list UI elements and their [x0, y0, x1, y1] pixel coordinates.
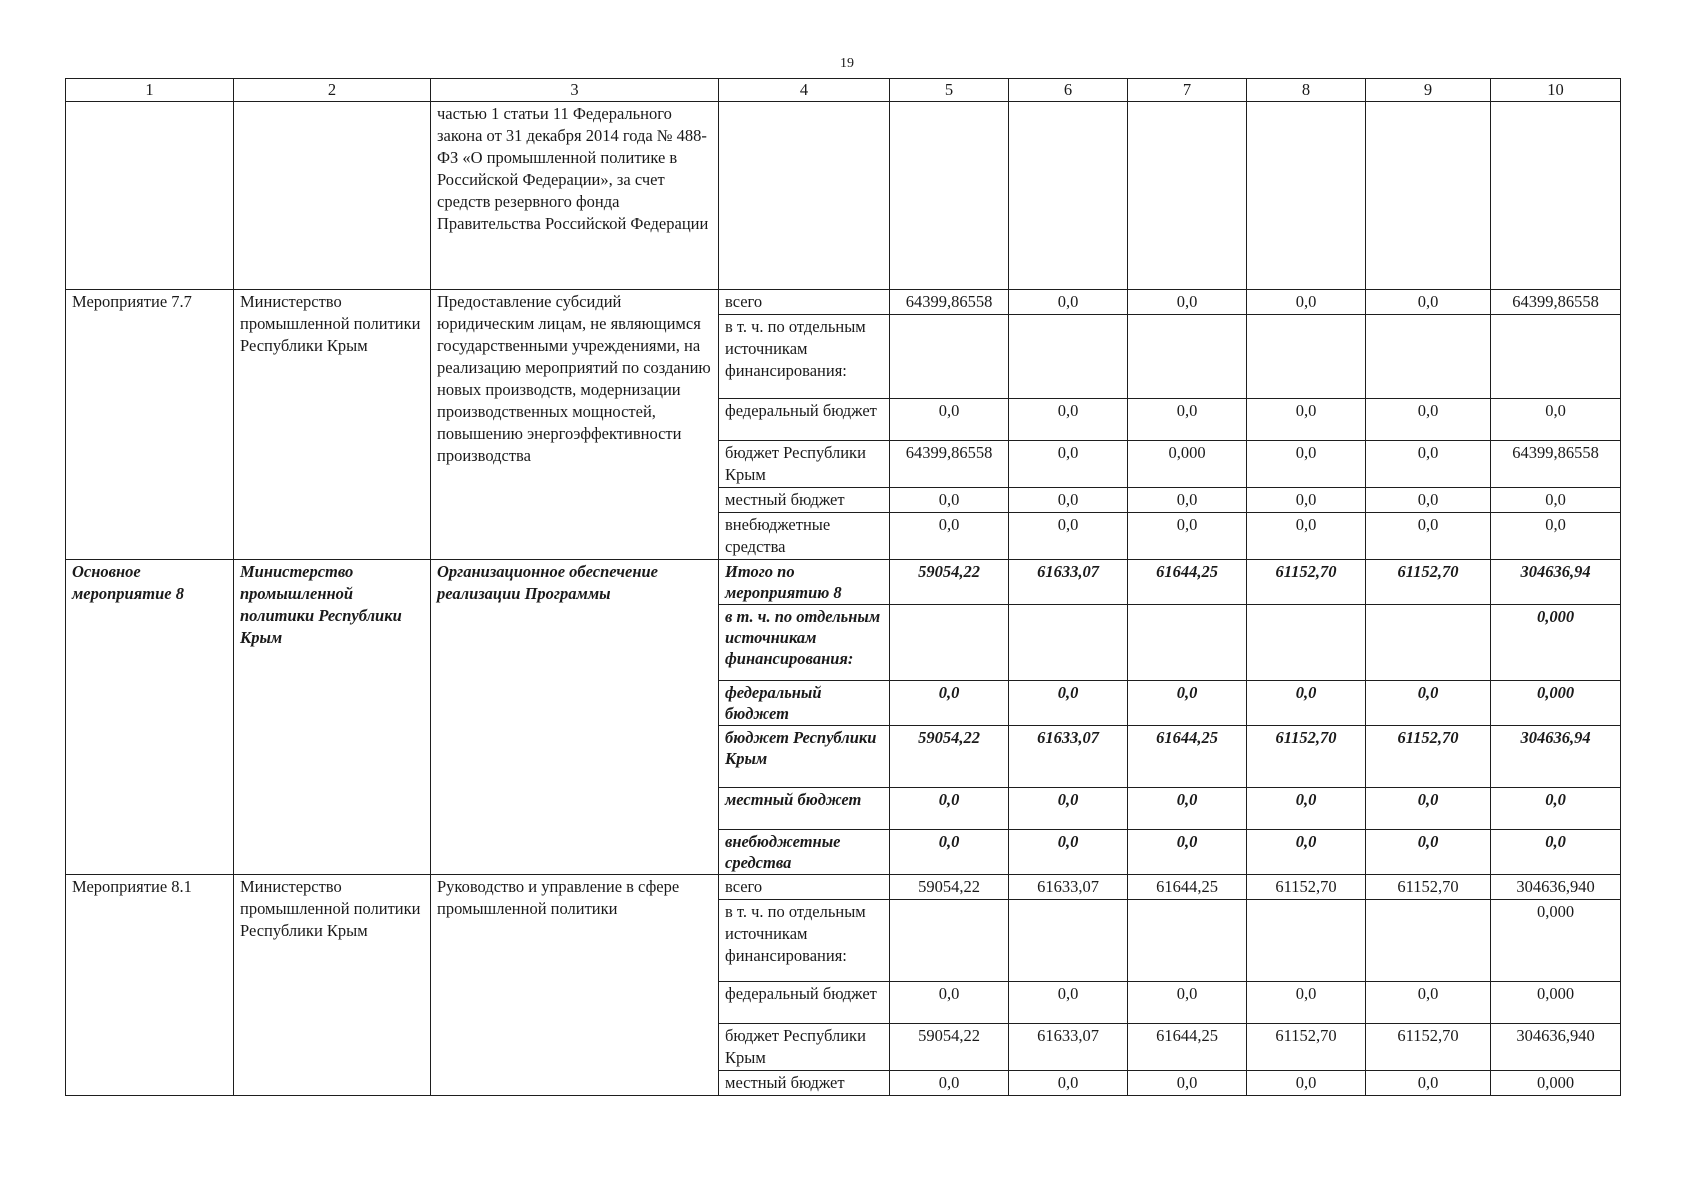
empty-cell — [1247, 102, 1366, 290]
column-header: 4 — [719, 79, 890, 102]
funding-row — [66, 560, 1621, 605]
year-value: 0,0 — [1366, 830, 1491, 875]
year-value: 0,0 — [1009, 1071, 1128, 1096]
year-value: 0,0 — [890, 830, 1009, 875]
year-value: 0,0 — [1009, 290, 1128, 315]
year-value — [1128, 315, 1247, 399]
year-value: 61644,25 — [1128, 560, 1247, 605]
column-header: 5 — [890, 79, 1009, 102]
year-value: 304636,94 — [1491, 560, 1621, 605]
year-value: 0,0 — [1491, 830, 1621, 875]
year-value: 0,0 — [890, 488, 1009, 513]
year-value — [1247, 605, 1366, 681]
year-value — [1009, 900, 1128, 982]
year-value: 0,0 — [890, 788, 1009, 830]
year-value — [1366, 315, 1491, 399]
year-value: 0,0 — [1009, 830, 1128, 875]
year-value: 61633,07 — [1009, 875, 1128, 900]
year-value: 61152,70 — [1247, 726, 1366, 788]
funding-source: федеральный бюджет — [719, 399, 890, 441]
funding-source: внебюджетные средства — [719, 513, 890, 560]
year-value: 0,0 — [1247, 982, 1366, 1024]
year-value: 0,0 — [1366, 982, 1491, 1024]
year-value: 61152,70 — [1366, 1024, 1491, 1071]
empty-cell — [1128, 102, 1247, 290]
year-value: 0,0 — [1247, 681, 1366, 726]
year-value: 0,0 — [1366, 290, 1491, 315]
year-value: 61633,07 — [1009, 726, 1128, 788]
funding-source: бюджет Республики Крым — [719, 726, 890, 788]
year-value: 0,0 — [1128, 1071, 1247, 1096]
year-value — [1128, 900, 1247, 982]
year-value: 59054,22 — [890, 726, 1009, 788]
year-value: 0,0 — [1247, 488, 1366, 513]
activity-name: Мероприятие 7.7 — [66, 290, 234, 560]
year-value: 0,0 — [1128, 788, 1247, 830]
empty-cell — [1491, 102, 1621, 290]
column-header: 1 — [66, 79, 234, 102]
year-value — [1009, 315, 1128, 399]
funding-source: бюджет Республики Крым — [719, 1024, 890, 1071]
year-value: 304636,94 — [1491, 726, 1621, 788]
funding-source: местный бюджет — [719, 788, 890, 830]
year-value: 0,0 — [890, 982, 1009, 1024]
column-header: 6 — [1009, 79, 1128, 102]
year-value: 0,0 — [1491, 488, 1621, 513]
year-value — [1247, 900, 1366, 982]
year-value: 0,0 — [890, 1071, 1009, 1096]
funding-source: местный бюджет — [719, 488, 890, 513]
empty-cell — [890, 102, 1009, 290]
year-value: 0,0 — [1009, 441, 1128, 488]
year-value: 64399,86558 — [1491, 290, 1621, 315]
year-value: 0,0 — [1366, 488, 1491, 513]
year-value: 59054,22 — [890, 1024, 1009, 1071]
funding-source: бюджет Республики Крым — [719, 441, 890, 488]
funding-source: федеральный бюджет — [719, 681, 890, 726]
column-header: 7 — [1128, 79, 1247, 102]
activity-description: Руководство и управление в сфере промышленной политики — [431, 875, 719, 1096]
year-value: 0,0 — [1009, 488, 1128, 513]
year-value: 0,0 — [1128, 399, 1247, 441]
funding-source: в т. ч. по отдельным источникам финансирования: — [719, 900, 890, 982]
year-value: 61633,07 — [1009, 560, 1128, 605]
year-value: 0,000 — [1491, 982, 1621, 1024]
year-value — [1366, 605, 1491, 681]
year-value: 0,0 — [1009, 399, 1128, 441]
year-value: 61644,25 — [1128, 726, 1247, 788]
year-value — [1128, 605, 1247, 681]
activity-executor: Министерство промышленной политики Республики Крым — [234, 290, 431, 560]
year-value: 0,0 — [1366, 513, 1491, 560]
year-value: 0,0 — [1366, 399, 1491, 441]
table-body — [66, 79, 1621, 1096]
year-value: 0,0 — [1247, 290, 1366, 315]
year-value: 61152,70 — [1366, 875, 1491, 900]
year-value: 0,0 — [1366, 1071, 1491, 1096]
funding-source: местный бюджет — [719, 1071, 890, 1096]
year-value: 0,0 — [1366, 441, 1491, 488]
year-value: 0,0 — [1128, 513, 1247, 560]
empty-cell — [1366, 102, 1491, 290]
year-value: 61644,25 — [1128, 875, 1247, 900]
year-value: 61633,07 — [1009, 1024, 1128, 1071]
year-value: 0,0 — [1247, 399, 1366, 441]
column-number-row — [66, 79, 1621, 102]
page-number: 19 — [840, 56, 854, 71]
year-value: 61152,70 — [1247, 560, 1366, 605]
year-value: 61152,70 — [1366, 560, 1491, 605]
funding-source: всего — [719, 875, 890, 900]
empty-cell — [234, 102, 431, 290]
year-value: 0,0 — [1128, 830, 1247, 875]
year-value: 0,000 — [1491, 605, 1621, 681]
year-value — [1366, 900, 1491, 982]
funding-source: Итого по мероприятию 8 — [719, 560, 890, 605]
year-value: 0,0 — [1366, 788, 1491, 830]
year-value — [1491, 315, 1621, 399]
empty-cell — [1009, 102, 1128, 290]
year-value: 0,0 — [1491, 788, 1621, 830]
year-value — [890, 605, 1009, 681]
year-value: 64399,86558 — [890, 290, 1009, 315]
year-value: 0,0 — [1128, 681, 1247, 726]
year-value: 0,0 — [890, 681, 1009, 726]
year-value: 64399,86558 — [1491, 441, 1621, 488]
funding-source: в т. ч. по отдельным источникам финансирования: — [719, 315, 890, 399]
year-value: 61152,70 — [1247, 875, 1366, 900]
column-header: 3 — [431, 79, 719, 102]
year-value: 59054,22 — [890, 560, 1009, 605]
program-table — [65, 78, 1621, 1096]
empty-cell — [719, 102, 890, 290]
year-value: 0,000 — [1491, 681, 1621, 726]
column-header: 10 — [1491, 79, 1621, 102]
year-value: 59054,22 — [890, 875, 1009, 900]
year-value: 0,0 — [1009, 681, 1128, 726]
funding-source: в т. ч. по отдельным источникам финансирования: — [719, 605, 890, 681]
activity-description: Организационное обеспечение реализации Программы — [431, 560, 719, 875]
funding-source: федеральный бюджет — [719, 982, 890, 1024]
year-value — [1247, 315, 1366, 399]
year-value: 0,0 — [890, 399, 1009, 441]
year-value: 304636,940 — [1491, 1024, 1621, 1071]
activity-name: Мероприятие 8.1 — [66, 875, 234, 1096]
activity-name: Основное мероприятие 8 — [66, 560, 234, 875]
year-value: 304636,940 — [1491, 875, 1621, 900]
year-value: 0,0 — [1247, 830, 1366, 875]
empty-cell — [66, 102, 234, 290]
year-value: 0,000 — [1128, 441, 1247, 488]
year-value: 0,0 — [890, 513, 1009, 560]
funding-row — [66, 875, 1621, 900]
continuation-row — [66, 102, 1621, 290]
year-value: 0,0 — [1128, 290, 1247, 315]
year-value: 0,0 — [1247, 1071, 1366, 1096]
funding-source: всего — [719, 290, 890, 315]
funding-source: внебюджетные средства — [719, 830, 890, 875]
continuation-text: частью 1 статьи 11 Федерального закона от 31 декабря 2014 года № 488-ФЗ «О промышленной политике в Российской Федерации», за счет средств резервного фонда Правительства Российской Федерации — [431, 102, 719, 290]
year-value: 0,0 — [1491, 399, 1621, 441]
year-value — [890, 900, 1009, 982]
year-value: 61152,70 — [1366, 726, 1491, 788]
year-value: 64399,86558 — [890, 441, 1009, 488]
year-value: 0,0 — [1247, 513, 1366, 560]
activity-executor: Министерство промышленной политики Республики Крым — [234, 560, 431, 875]
year-value — [1009, 605, 1128, 681]
year-value: 0,0 — [1009, 982, 1128, 1024]
column-header: 8 — [1247, 79, 1366, 102]
year-value: 0,0 — [1128, 488, 1247, 513]
year-value: 0,0 — [1128, 982, 1247, 1024]
activity-description: Предоставление субсидий юридическим лицам, не являющимся государственными учреждениями, на реализацию мероприятий по созданию новых производств, модернизации производственных мощностей, повышению энергоэффективности производства — [431, 290, 719, 560]
year-value — [890, 315, 1009, 399]
year-value: 61152,70 — [1247, 1024, 1366, 1071]
funding-row — [66, 290, 1621, 315]
year-value: 0,000 — [1491, 1071, 1621, 1096]
year-value: 0,0 — [1247, 788, 1366, 830]
year-value: 0,000 — [1491, 900, 1621, 982]
year-value: 0,0 — [1009, 788, 1128, 830]
year-value: 0,0 — [1247, 441, 1366, 488]
year-value: 0,0 — [1366, 681, 1491, 726]
column-header: 9 — [1366, 79, 1491, 102]
year-value: 61644,25 — [1128, 1024, 1247, 1071]
year-value: 0,0 — [1009, 513, 1128, 560]
year-value: 0,0 — [1491, 513, 1621, 560]
activity-executor: Министерство промышленной политики Республики Крым — [234, 875, 431, 1096]
column-header: 2 — [234, 79, 431, 102]
